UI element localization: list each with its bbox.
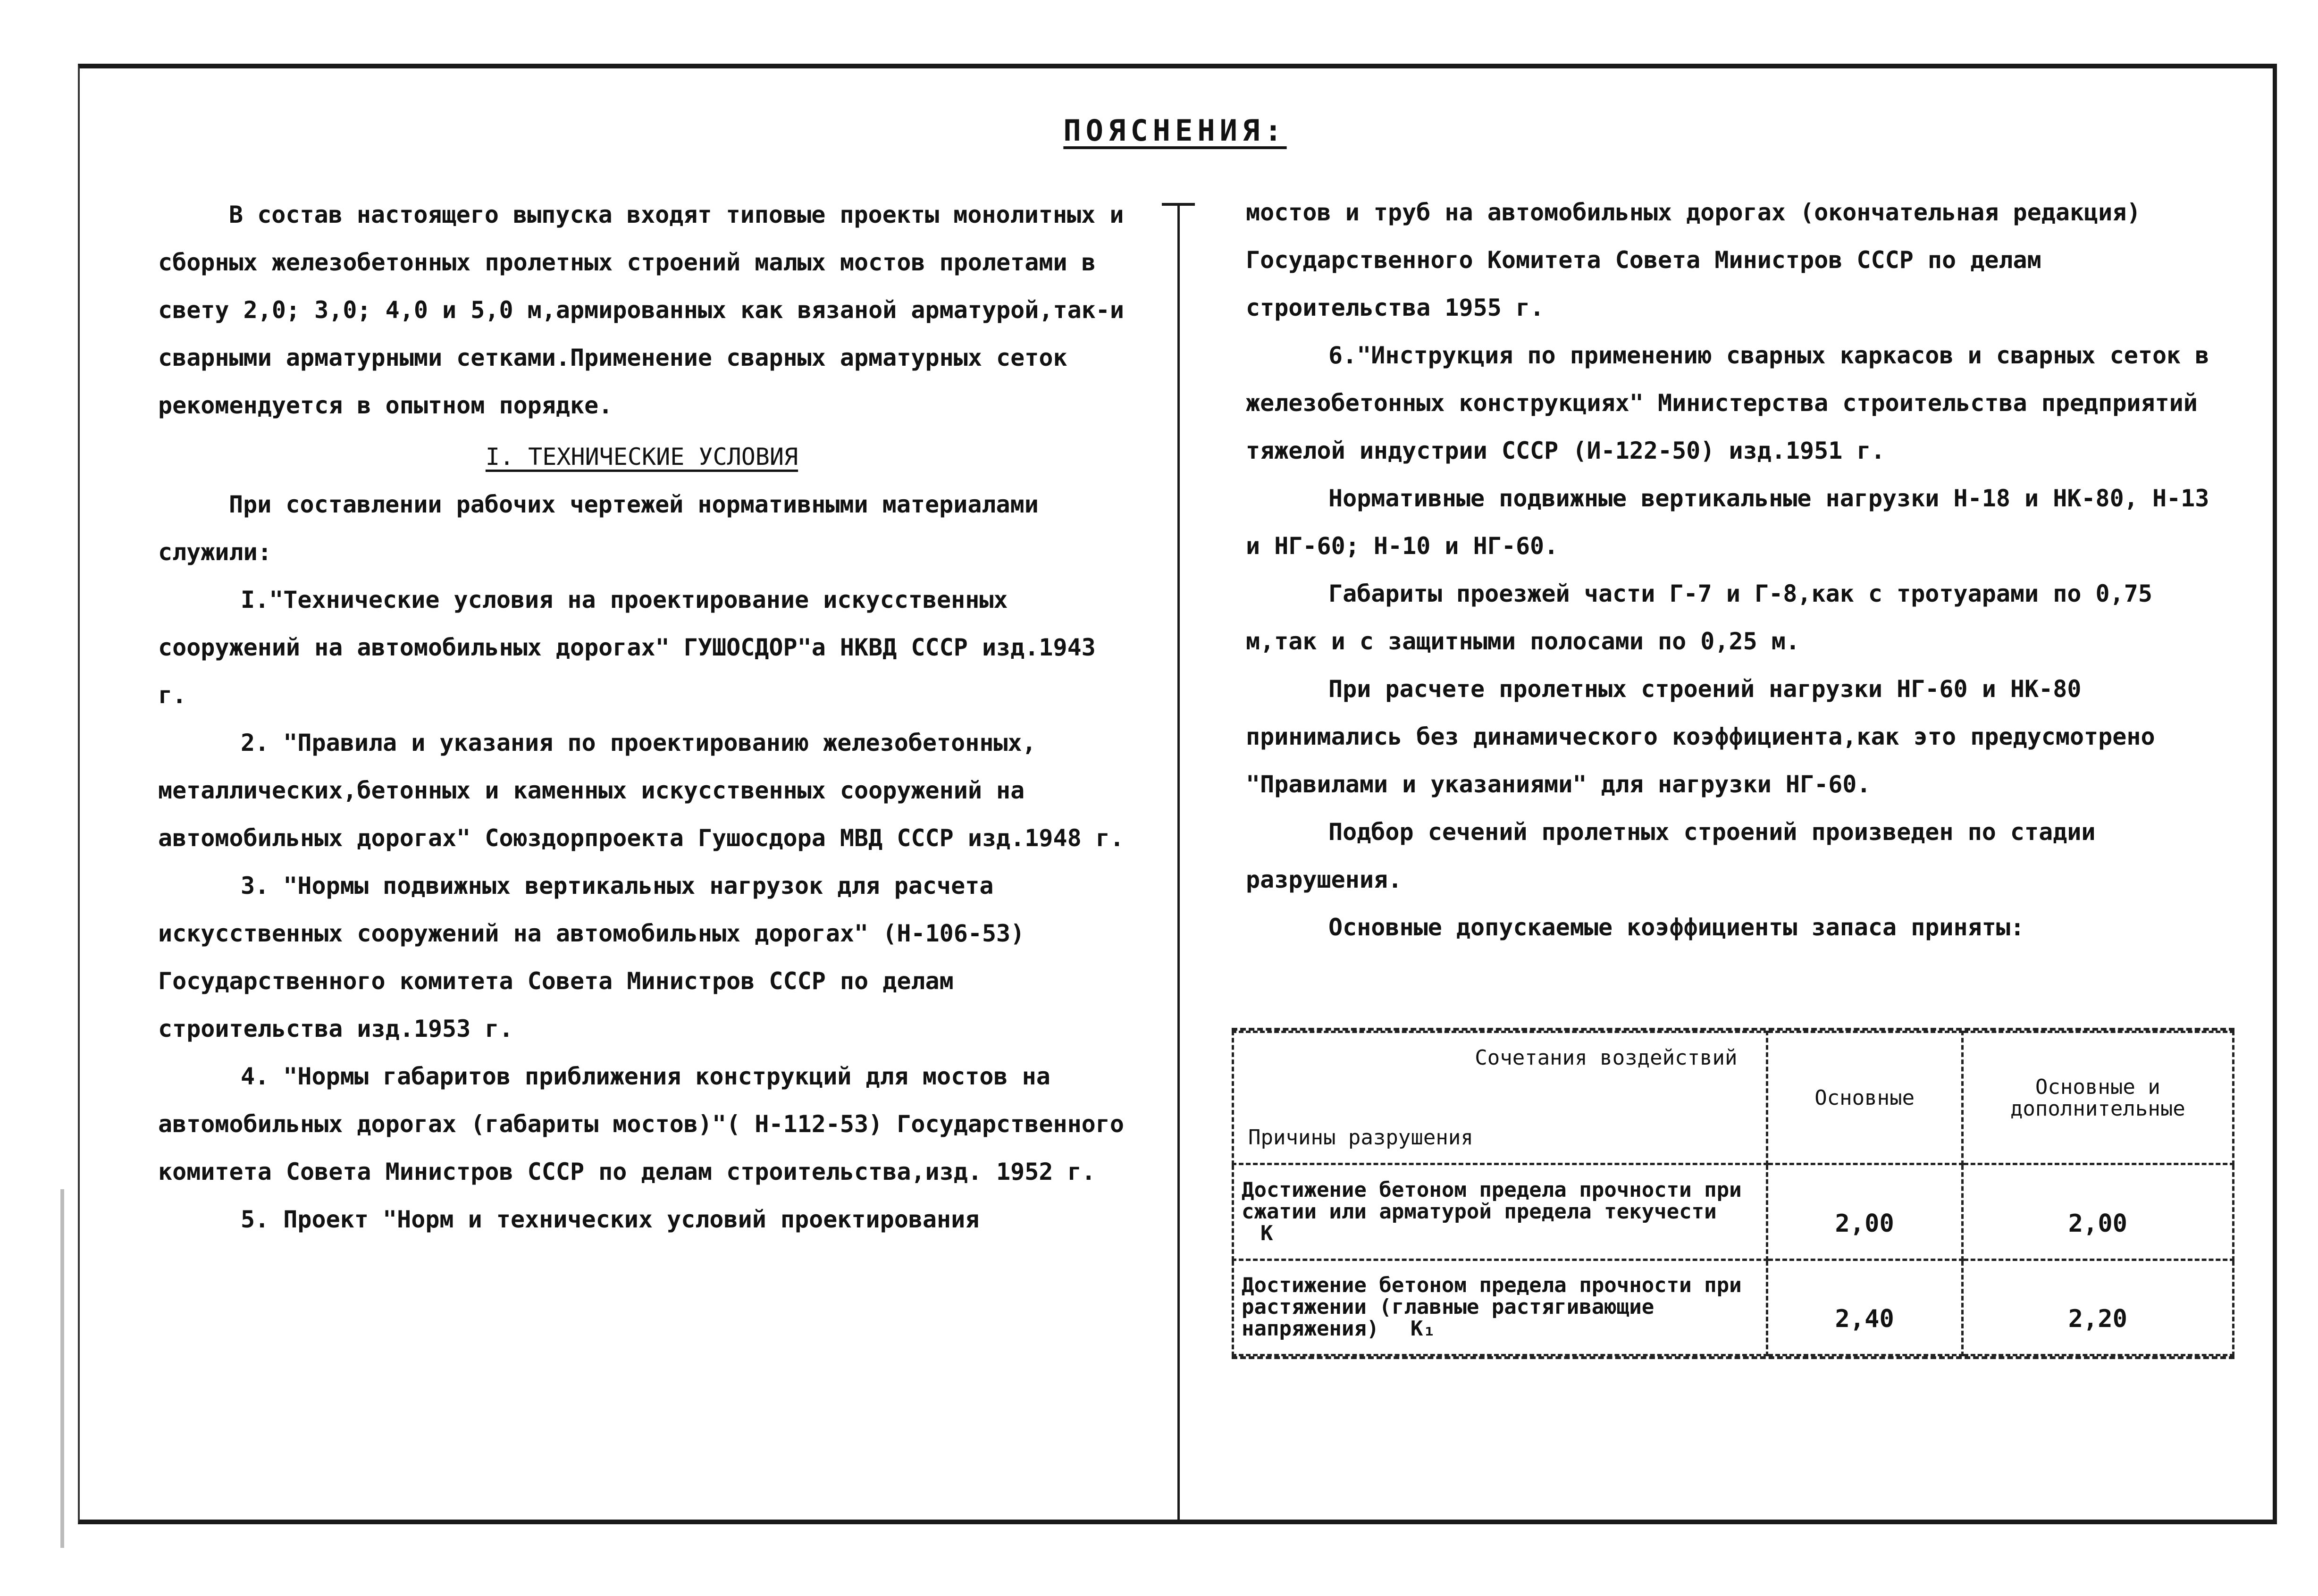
intro-paragraph: В состав настоящего выпуска входят типовые проекты монолитных и сборных железобетонных пролетных строений малых мостов пролетами в свету 2,0; 3,0; 4,0 и 5,0 м,армированных как вязаной арматурой,так-и сварными арматурными сетками.Применение сварных арматурных сеток рекомендуется в опытном порядке. bbox=[158, 201, 1124, 419]
norm-item-5: 5. Проект "Норм и технических условий проектирования bbox=[241, 1206, 980, 1233]
header-main: Основные bbox=[1767, 1032, 1962, 1164]
binding-mark bbox=[60, 1189, 64, 1548]
column-divider-cap bbox=[1162, 203, 1195, 206]
norm-item-4: 4. "Нормы габаритов приближения конструкций для мостов на автомобильных дорогах (габариты мостов)"( Н-112-53) Государственного комитета Совета Министров СССР по делам строительства,изд. 1952 г. bbox=[158, 1063, 1124, 1185]
row-cause-text: Достижение бетоном предела прочности при растяжении (главные растягивающие напряжения) bbox=[1242, 1273, 1742, 1341]
table-row bbox=[1233, 1164, 2234, 1260]
loads-paragraph: Нормативные подвижные вертикальные нагрузки Н-18 и НК-80, Н-13 и НГ-60; Н-10 и НГ-60. bbox=[1246, 485, 2209, 560]
selection-paragraph: Подбор сечений пролетных строений произведен по стадии разрушения. bbox=[1246, 818, 2096, 893]
safety-coefficients-table bbox=[1232, 1028, 2234, 1359]
header-main-additional: Основные и дополнительные bbox=[1962, 1032, 2233, 1164]
row-additional-value: 2,20 bbox=[1962, 1260, 2233, 1355]
row-main-value: 2,40 bbox=[1767, 1260, 1962, 1355]
table-row bbox=[1233, 1260, 2234, 1355]
norm-item-2: 2. "Правила и указания по проектированию железобетонных, металлических,бетонных и каменных искусственных сооружений на автомобильных дорогах" Союздорпроекта Гушосдора МВД СССР изд.1948 г. bbox=[158, 729, 1124, 852]
left-column bbox=[158, 191, 1125, 1243]
gabarits-paragraph: Габариты проезжей части Г-7 и Г-8,как с тротуарами по 0,75 м,так и с защитными полосами по 0,25 м. bbox=[1246, 580, 2152, 655]
section-heading: I. ТЕХНИЧЕСКИЕ УСЛОВИЯ bbox=[485, 443, 798, 470]
norm-item-1: I."Технические условия на проектирование искусственных сооружений на автомобильных дорогах" ГУШОСДОР"а НКВД СССР изд.1943 г. bbox=[158, 586, 1096, 709]
header-diagonal-cell bbox=[1233, 1032, 1767, 1164]
row-cause-text: Достижение бетоном предела прочности при сжатии или арматурой предела текучести bbox=[1242, 1177, 1742, 1224]
dynamic-paragraph: При расчете пролетных строений нагрузки НГ-60 и НК-80 принимались без динамического коэффициента,как это предусмотрено "Правилами и указаниями" для нагрузки НГ-60. bbox=[1246, 675, 2155, 798]
norms-intro: При составлении рабочих чертежей нормативными материалами служили: bbox=[158, 491, 1039, 566]
page-title: ПОЯСНЕНИЯ: bbox=[1063, 113, 1287, 148]
header-combinations: Сочетания воздействий bbox=[1475, 1046, 1738, 1070]
row-cause bbox=[1233, 1164, 1767, 1260]
row-cause bbox=[1233, 1260, 1767, 1355]
norm-item-5-continued: мостов и труб на автомобильных дорогах (окончательная редакция) Государственного Комитета Совета Министров СССР по делам строительства 1955 г. bbox=[1246, 199, 2141, 321]
row-main-value: 2,00 bbox=[1767, 1164, 1962, 1260]
column-divider bbox=[1177, 205, 1180, 1524]
table-header-row bbox=[1233, 1032, 2234, 1164]
row-additional-value: 2,00 bbox=[1962, 1164, 2233, 1260]
coefficients-intro: Основные допускаемые коэффициенты запаса приняты: bbox=[1328, 914, 2025, 941]
norm-item-3: 3. "Нормы подвижных вертикальных нагрузок для расчета искусственных сооружений на автомобильных дорогах" (Н-106-53) Государственного комитета Совета Министров СССР по делам строительства изд.1953 г. bbox=[158, 872, 1025, 1042]
right-column bbox=[1246, 189, 2213, 951]
row-symbol: К bbox=[1260, 1221, 1273, 1245]
norm-item-6: 6."Инструкция по применению сварных каркасов и сварных сеток в железобетонных конструкциях" Министерства строительства предприятий тяжелой индустрии СССР (И-122-50) изд.1951 г. bbox=[1246, 342, 2209, 464]
header-causes: Причины разрушения bbox=[1248, 1126, 1473, 1150]
row-symbol: К₁ bbox=[1410, 1317, 1436, 1341]
